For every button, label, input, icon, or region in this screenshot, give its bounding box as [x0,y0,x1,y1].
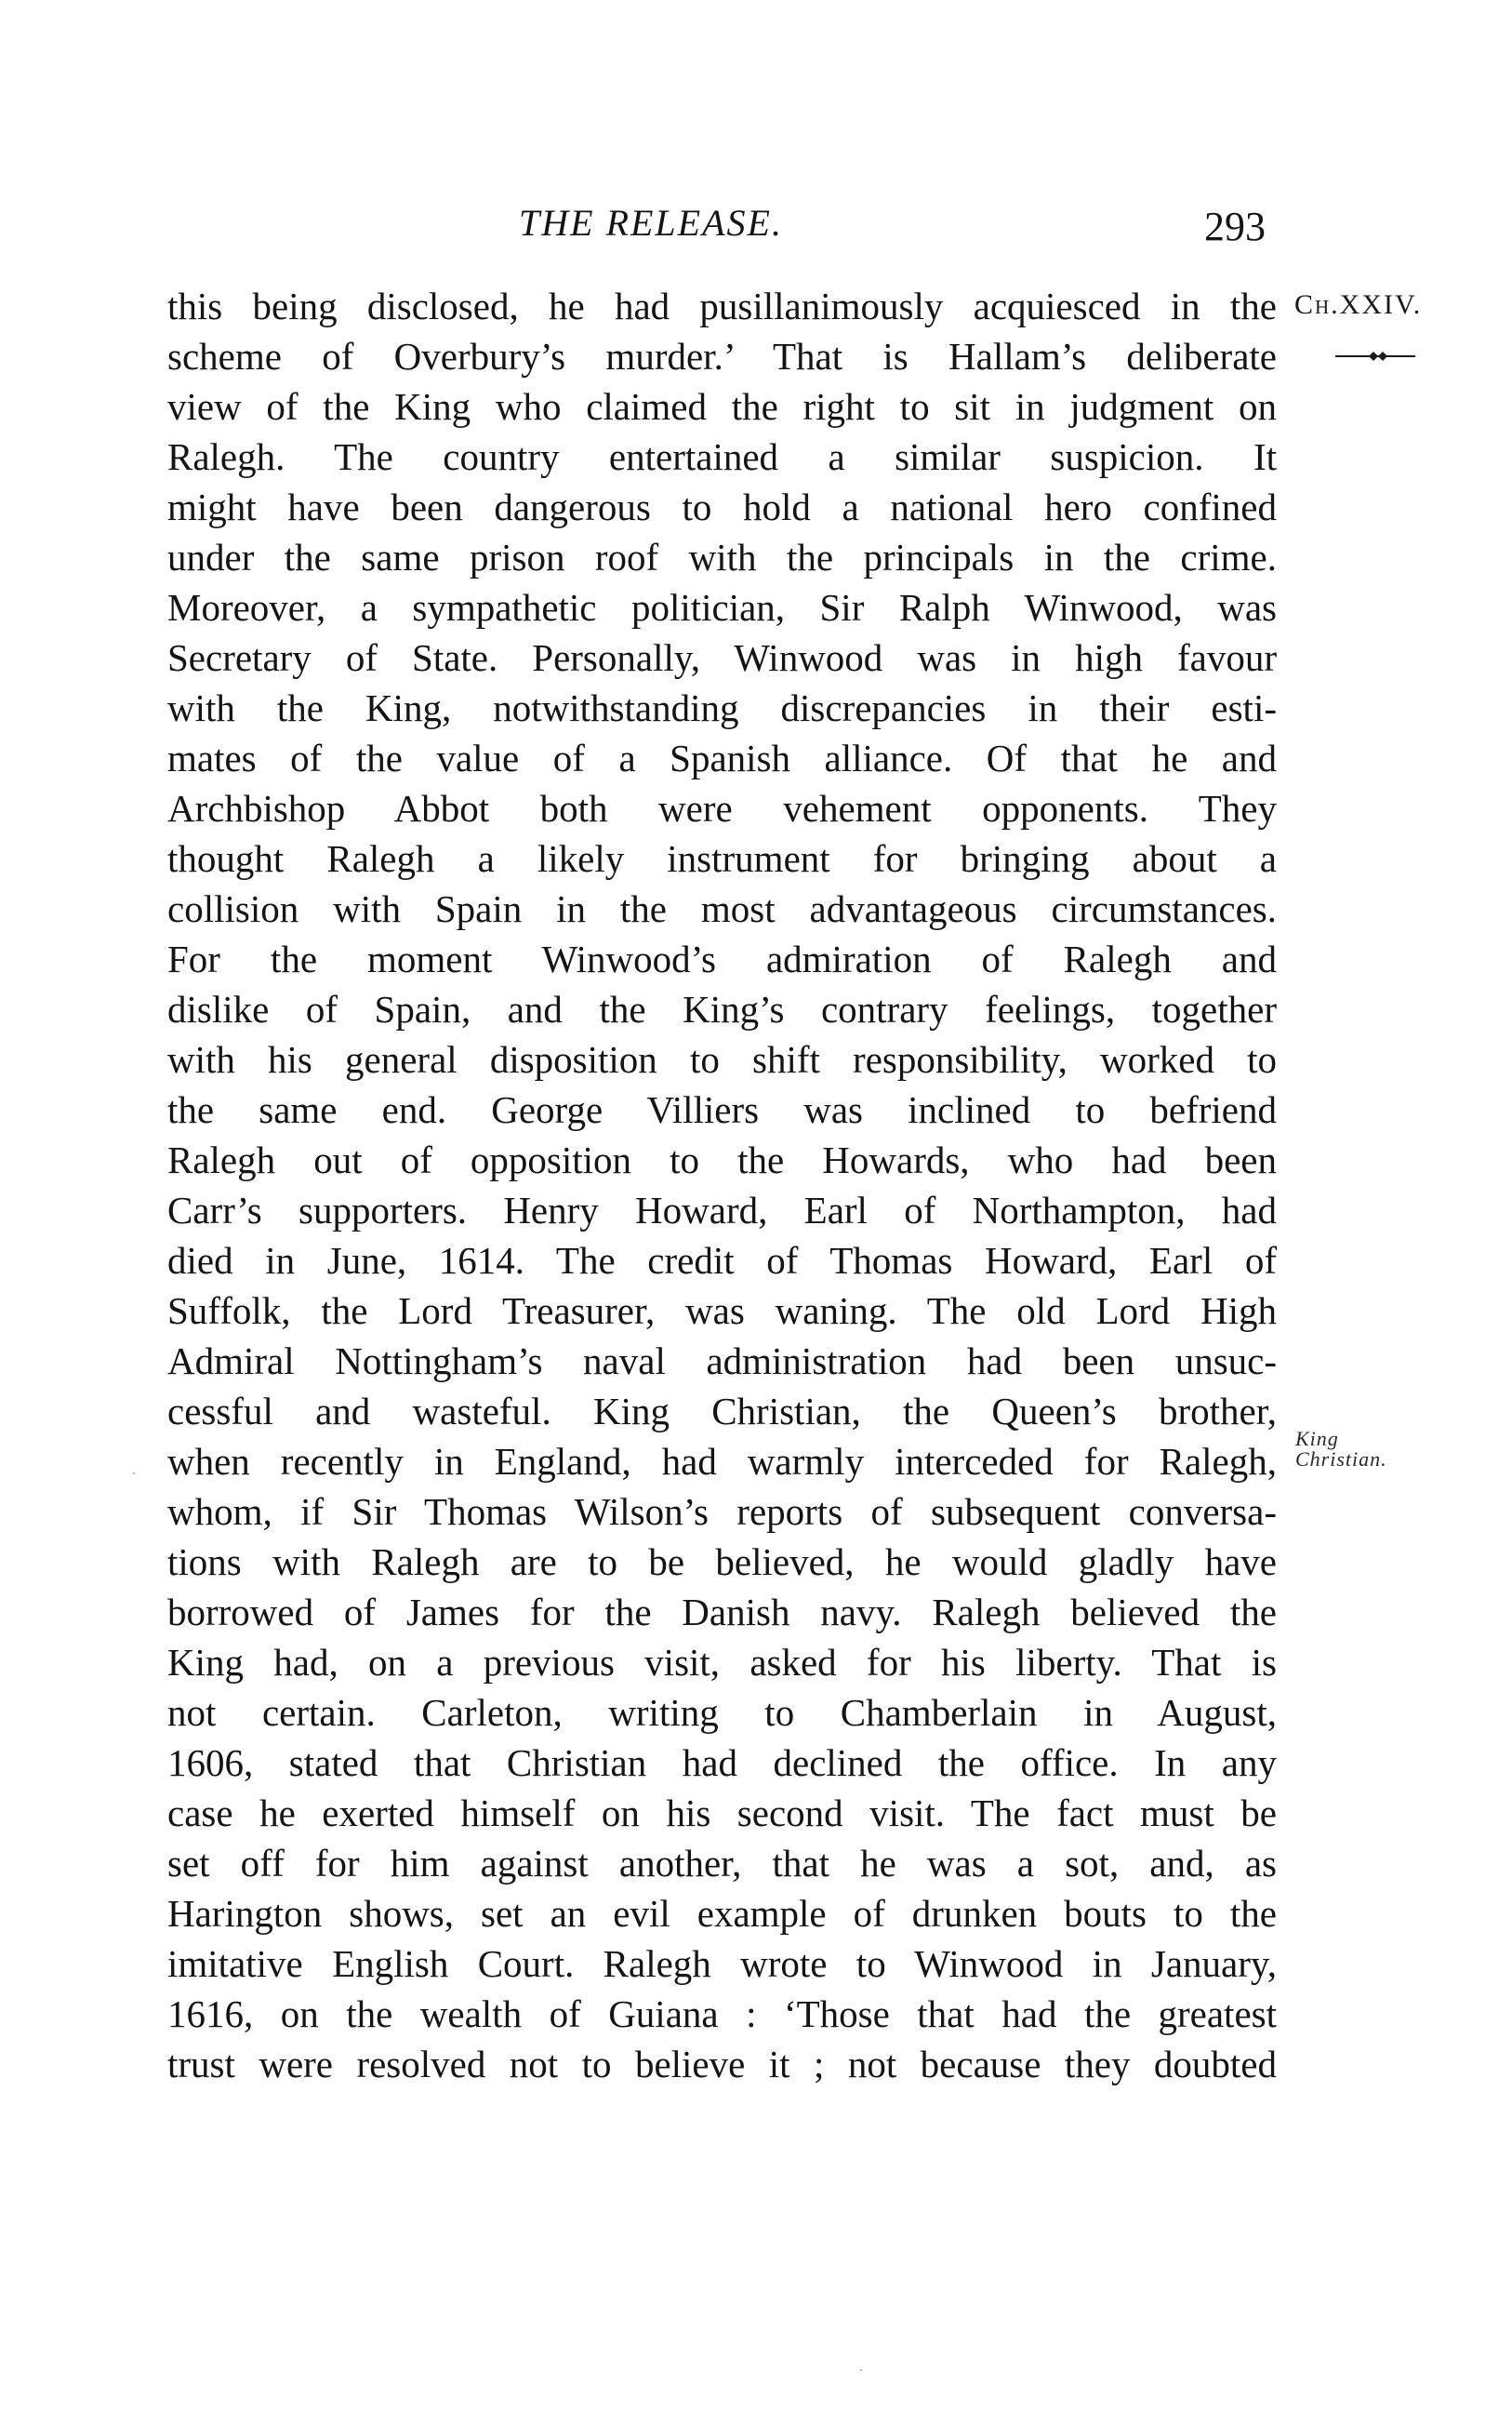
text-line: Archbishop Abbot both were vehement opponents. They [167,787,1277,830]
text-line: King had, on a previous visit, asked for his liberty. That is [167,1641,1277,1684]
text-line: cessful and wasteful. King Christian, the Queen’s brother, [167,1390,1277,1432]
text-line: when recently in England, had warmly interceded for Ralegh, [167,1440,1277,1483]
scan-speck [133,1472,135,1474]
text-line: view of the King who claimed the right to sit in judgment on [167,385,1277,428]
text-line: case he exerted himself on his second visit. The fact must be [167,1792,1277,1834]
text-line: the same end. George Villiers was inclined to befriend [167,1088,1277,1131]
text-line: For the moment Winwood’s admiration of Ralegh and [167,938,1277,980]
text-line: under the same prison roof with the principals in the crime. [167,536,1277,579]
page-number: 293 [1204,204,1266,249]
text-line: 1606, stated that Christian had declined the office. In any [167,1741,1277,1784]
text-line: 1616, on the wealth of Guiana : ‘Those that had the greatest [167,1992,1277,2035]
running-title: THE RELEASE. [519,202,783,244]
text-line: borrowed of James for the Danish navy. Ralegh believed the [167,1591,1277,1633]
text-line: Moreover, a sympathetic politician, Sir Ralph Winwood, was [167,586,1277,629]
text-line: died in June, 1614. The credit of Thomas Howard, Earl of [167,1239,1277,1282]
text-line: mates of the value of a Spanish alliance. Of that he and [167,737,1277,779]
side-note-king-christian [1295,1429,1387,1470]
text-line: Secretary of State. Personally, Winwood was in high favour [167,636,1277,679]
text-line: Carr’s supporters. Henry Howard, Earl of Northampton, had [167,1189,1277,1232]
text-line: might have been dangerous to hold a national hero confined [167,486,1277,528]
side-note-line-2: Christian. [1295,1447,1387,1471]
running-head [167,195,1277,251]
text-line: imitative English Court. Ralegh wrote to Winwood in January, [167,1942,1277,1985]
text-line: Harington shows, set an evil example of drunken bouts to the [167,1892,1277,1935]
text-line: Admiral Nottingham’s naval administration had been unsuc- [167,1339,1277,1382]
text-line: dislike of Spain, and the King’s contrary feelings, together [167,988,1277,1031]
text-line: trust were resolved not to believe it ; not because they doubted [167,2043,1277,2085]
text-line: Ralegh. The country entertained a similar suspicion. It [167,435,1277,478]
side-note-line-1: King [1295,1427,1339,1450]
text-line: thought Ralegh a likely instrument for bringing about a [167,837,1277,880]
text-line: not certain. Carleton, writing to Chamberlain in August, [167,1691,1277,1734]
text-line: Ralegh out of opposition to the Howards, who had been [167,1139,1277,1181]
body-paragraph [167,281,1277,2089]
text-line: scheme of Overbury’s murder.’ That is Hallam’s deliberate [167,335,1277,378]
text-line: Suffolk, the Lord Treasurer, was waning. The old Lord High [167,1289,1277,1332]
double-diamond-rule-icon [1335,350,1415,363]
text-line: whom, if Sir Thomas Wilson’s reports of subsequent conversa- [167,1490,1277,1533]
text-line: with the King, notwithstanding discrepancies in their esti- [167,686,1277,729]
chapter-marginal-label: Ch.XXIV. [1294,289,1423,320]
text-line: with his general disposition to shift responsibility, worked to [167,1038,1277,1081]
text-line: set off for him against another, that he was a sot, and, as [167,1842,1277,1885]
text-line: tions with Ralegh are to be believed, he would gladly have [167,1540,1277,1583]
text-line: collision with Spain in the most advantageous circumstances. [167,887,1277,930]
text-line: this being disclosed, he had pusillanimously acquiesced in the [167,285,1277,327]
scan-speck [860,2369,862,2371]
